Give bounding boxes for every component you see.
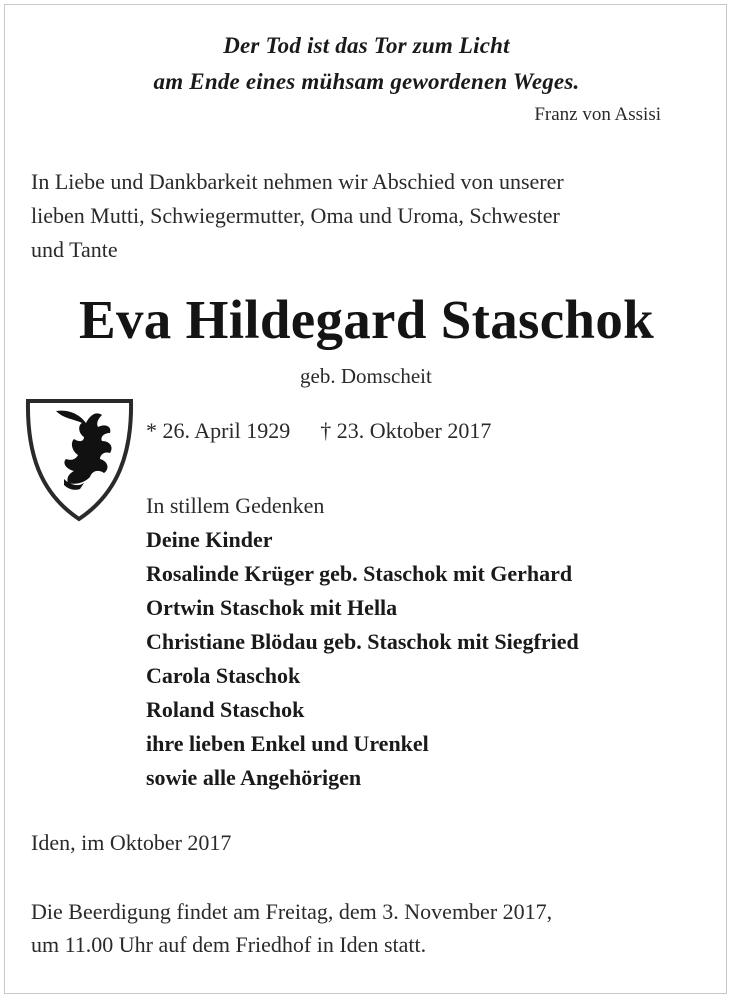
- deceased-name: Eva Hildegard Staschok: [78, 289, 655, 350]
- intro-line-2: lieben Mutti, Schwiegermutter, Oma und Uroma, Schwester: [31, 203, 560, 228]
- mourner-line: Roland Staschok: [146, 697, 305, 722]
- quote-line-2: am Ende eines mühsam gewordenen Weges.: [153, 69, 580, 94]
- funeral-line-2: um 11.00 Uhr auf dem Friedhof in Iden statt.: [31, 932, 427, 957]
- maiden-name: geb. Domscheit: [300, 364, 432, 388]
- mourner-line: Deine Kinder: [146, 527, 273, 552]
- place-and-date: Iden, im Oktober 2017: [31, 830, 232, 855]
- mourner-line: Ortwin Staschok mit Hella: [146, 595, 398, 620]
- funeral-line-1: Die Beerdigung findet am Freitag, dem 3. November 2017,: [31, 899, 553, 924]
- quote-line-1: Der Tod ist das Tor zum Licht: [223, 33, 510, 58]
- life-dates: [146, 418, 491, 444]
- mourner-line: ihre lieben Enkel und Urenkel: [146, 731, 429, 756]
- mourner-line: Christiane Blödau geb. Staschok mit Siegfried: [146, 629, 579, 654]
- mourners-list: [146, 489, 579, 795]
- coat-of-arms-shield-icon: [22, 393, 137, 523]
- mourner-line: Rosalinde Krüger geb. Staschok mit Gerhard: [146, 561, 573, 586]
- birth-date: * 26. April 1929: [146, 418, 291, 443]
- mourner-line: sowie alle Angehörigen: [146, 765, 362, 790]
- quote-author: Franz von Assisi: [534, 104, 661, 125]
- intro-line-3: und Tante: [31, 237, 118, 262]
- death-date: † 23. Oktober 2017: [320, 418, 492, 443]
- mourner-line: Carola Staschok: [146, 663, 301, 688]
- funeral-notice: [31, 895, 721, 961]
- mourners-heading: In stillem Gedenken: [146, 493, 325, 518]
- intro-text: [31, 165, 711, 267]
- intro-line-1: In Liebe und Dankbarkeit nehmen wir Abschied von unserer: [31, 169, 564, 194]
